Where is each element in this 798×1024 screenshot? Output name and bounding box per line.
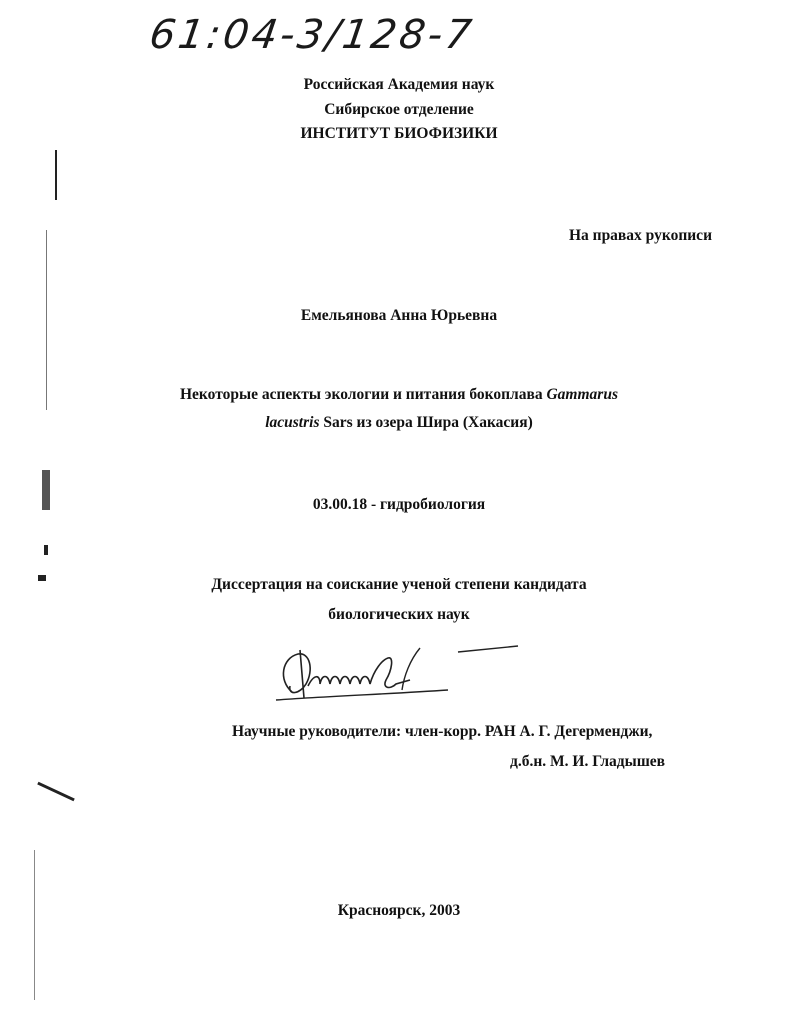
academy-name: Российская Академия наук [303,76,495,93]
thesis-title-text-1: Некоторые аспекты экологии и питания бокоплава [180,386,547,403]
degree-line-2: биологических наук [328,606,470,623]
author-signature [270,640,530,710]
specialty-code: 03.00.18 - гидробиология [312,496,486,513]
thesis-title-genus: Gammarus [546,386,618,403]
city-and-year: Красноярск, 2003 [337,902,461,919]
handwritten-archive-number: 61:04-3/128-7 [146,12,478,58]
scan-mark [37,782,75,802]
thesis-title-text-2: Sars из озера Шира (Хакасия) [319,414,533,431]
thesis-title-species: lacustris [265,414,320,431]
manuscript-rights-note: На правах рукописи [568,227,712,244]
thesis-title-line-1 [0,386,798,404]
scan-mark [55,150,57,200]
thesis-title-line-2 [0,414,798,432]
scan-mark [38,575,46,581]
scan-mark [42,470,50,510]
degree-line-1: Диссертация на соискание ученой степени кандидата [211,576,587,593]
scan-mark [34,850,35,1000]
institute-name: ИНСТИТУТ БИОФИЗИКИ [300,125,498,142]
scan-mark [44,545,48,555]
advisors-line-1: Научные руководители: член-корр. РАН А. Г. Дегерменджи, [232,723,653,740]
author-name: Емельянова Анна Юрьевна [300,307,498,324]
scan-mark [46,230,47,410]
branch-name: Сибирское отделение [324,101,474,118]
advisors-line-2: д.б.н. М. И. Гладышев [510,753,666,770]
